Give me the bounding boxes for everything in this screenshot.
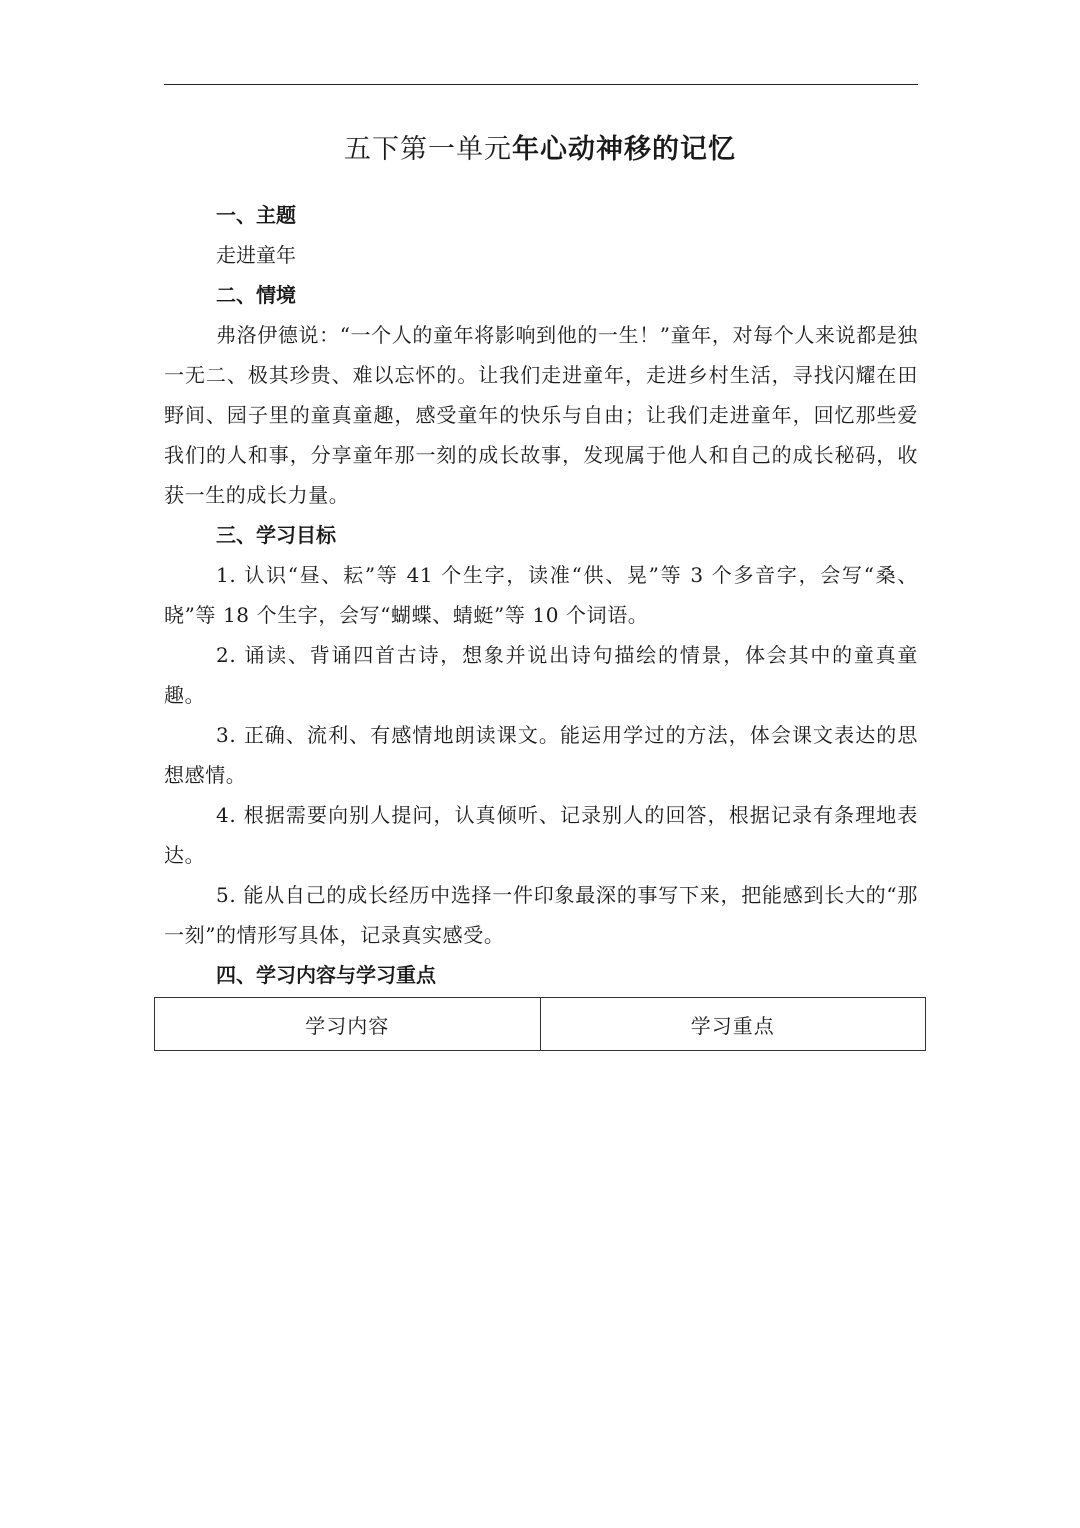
- section-heading-theme: 一、主题: [216, 203, 296, 227]
- document-title-part1: 五下第一单元: [344, 134, 512, 165]
- goal-item-1: 1. 认识“昼、耘”等 41 个生字，读准“供、晃”等 3 个多音字，会写“桑、晓”等 18 个生字，会写“蝴蝶、蜻蜓”等 10 个词语。: [164, 563, 918, 627]
- table-header-content: 学习内容: [305, 1013, 390, 1038]
- section-heading-content: 四、学习内容与学习重点: [216, 963, 436, 987]
- goal-item-5: 5. 能从自己的成长经历中选择一件印象最深的事写下来，把能感到长大的“那一刻”的情形写具体，记录真实感受。: [164, 883, 918, 947]
- table-header-focus: 学习重点: [540, 998, 926, 1050]
- section-heading-goals: 三、学习目标: [216, 523, 336, 547]
- goal-item-2: 2. 诵读、背诵四首古诗，想象并说出诗句描绘的情景，体会其中的童真童趣。: [164, 643, 918, 707]
- document-title: [0, 130, 1080, 170]
- theme-text: 走进童年: [216, 243, 296, 267]
- header-rule: [164, 84, 918, 85]
- section-heading-situation: 二、情境: [216, 283, 296, 307]
- document-title-part2: 年心动神移的记忆: [512, 134, 736, 165]
- goal-item-3: 3. 正确、流利、有感情地朗读课文。能运用学过的方法，体会课文表达的思想感情。: [164, 723, 918, 787]
- document-body: [164, 195, 918, 995]
- goal-item-4: 4. 根据需要向别人提问，认真倾听、记录别人的回答，根据记录有条理地表达。: [164, 803, 918, 867]
- situation-paragraph: 弗洛伊德说：“一个人的童年将影响到他的一生！”童年，对每个人来说都是独一无二、极其珍贵、难以忘怀的。让我们走进童年，走进乡村生活，寻找闪耀在田野间、园子里的童真童趣，感受童年的快乐与自由；让我们走进童年，回忆那些爱我们的人和事，分享童年那一刻的成长故事，发现属于他人和自己的成长秘码，收获一生的成长力量。: [164, 323, 918, 507]
- content-focus-table: [154, 997, 926, 1051]
